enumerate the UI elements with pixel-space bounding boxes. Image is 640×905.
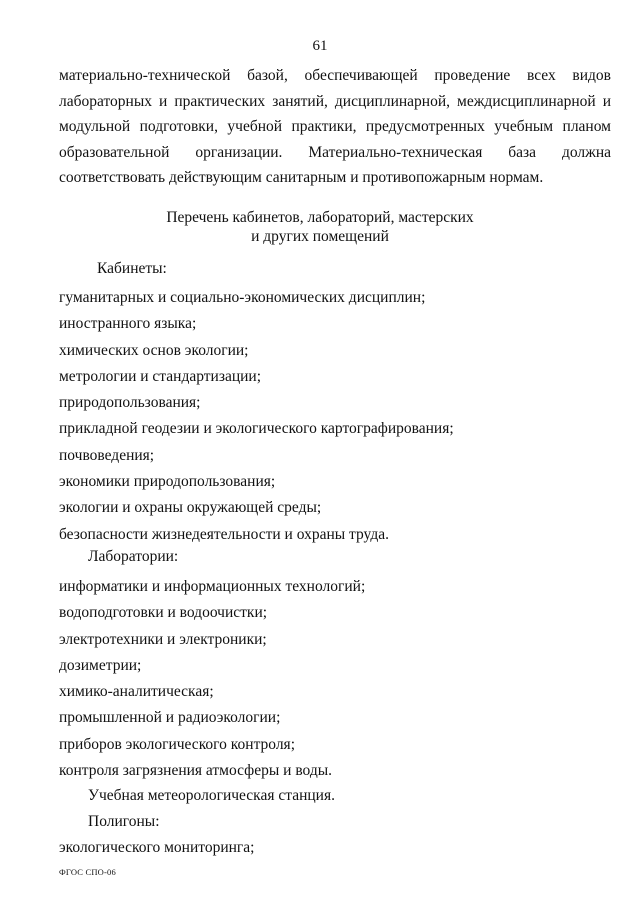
- intro-line: модульной подготовки, учебной практики, предусмотренных учебным планом: [59, 118, 611, 135]
- list-item: метрологии и стандартизации;: [59, 367, 262, 385]
- intro-line: соответствовать действующим санитарным и противопожарным нормам.: [59, 169, 544, 186]
- list-item: природопользования;: [59, 394, 201, 412]
- polygons-list: [59, 835, 254, 861]
- list-item: водоподготовки и водоочистки;: [59, 604, 268, 622]
- meteo-station-item: Учебная метеорологическая станция.: [88, 787, 335, 804]
- laboratories-list: [59, 574, 365, 784]
- list-item: почвоведения;: [59, 446, 155, 464]
- laboratories-title: Лаборатории:: [88, 548, 179, 565]
- list-item: контроля загрязнения атмосферы и воды.: [59, 762, 333, 780]
- cabinets-list: [59, 285, 454, 548]
- intro-line: материально-технической базой, обеспечивающей проведение всех видов: [59, 67, 611, 84]
- section-heading: [0, 208, 640, 246]
- footer-code: ФГОС СПО-06: [59, 867, 116, 877]
- list-item: электротехники и электроники;: [59, 630, 267, 648]
- section-heading-line: Перечень кабинетов, лабораторий, мастерских: [166, 209, 474, 226]
- list-item: экономики природопользования;: [59, 473, 276, 491]
- list-item: безопасности жизнедеятельности и охраны труда.: [59, 525, 389, 543]
- list-item: химических основ экологии;: [59, 341, 249, 359]
- intro-line: лабораторных и практических занятий, дисциплинарной, междисциплинарной и: [59, 92, 611, 110]
- list-item: экологического мониторинга;: [59, 839, 255, 856]
- cabinets-title: Кабинеты:: [97, 260, 167, 277]
- intro-paragraph: [59, 63, 611, 191]
- list-item: дозиметрии;: [59, 656, 142, 674]
- list-item: информатики и информационных технологий;: [59, 578, 366, 595]
- list-item: гуманитарных и социально-экономических дисциплин;: [59, 289, 426, 306]
- list-item: экологии и охраны окружающей среды;: [59, 499, 322, 517]
- list-item: промышленной и радиоэкологии;: [59, 709, 281, 727]
- list-item: приборов экологического контроля;: [59, 735, 295, 753]
- list-item: иностранного языка;: [59, 315, 197, 333]
- list-item: прикладной геодезии и экологического картографирования;: [59, 420, 454, 438]
- page-number: 61: [312, 38, 328, 54]
- section-heading-line: и других помещений: [251, 228, 389, 245]
- list-item: химико-аналитическая;: [59, 683, 214, 701]
- intro-line: образовательной организации. Материально-техническая база должна: [59, 143, 611, 161]
- polygons-title: Полигоны:: [88, 813, 160, 830]
